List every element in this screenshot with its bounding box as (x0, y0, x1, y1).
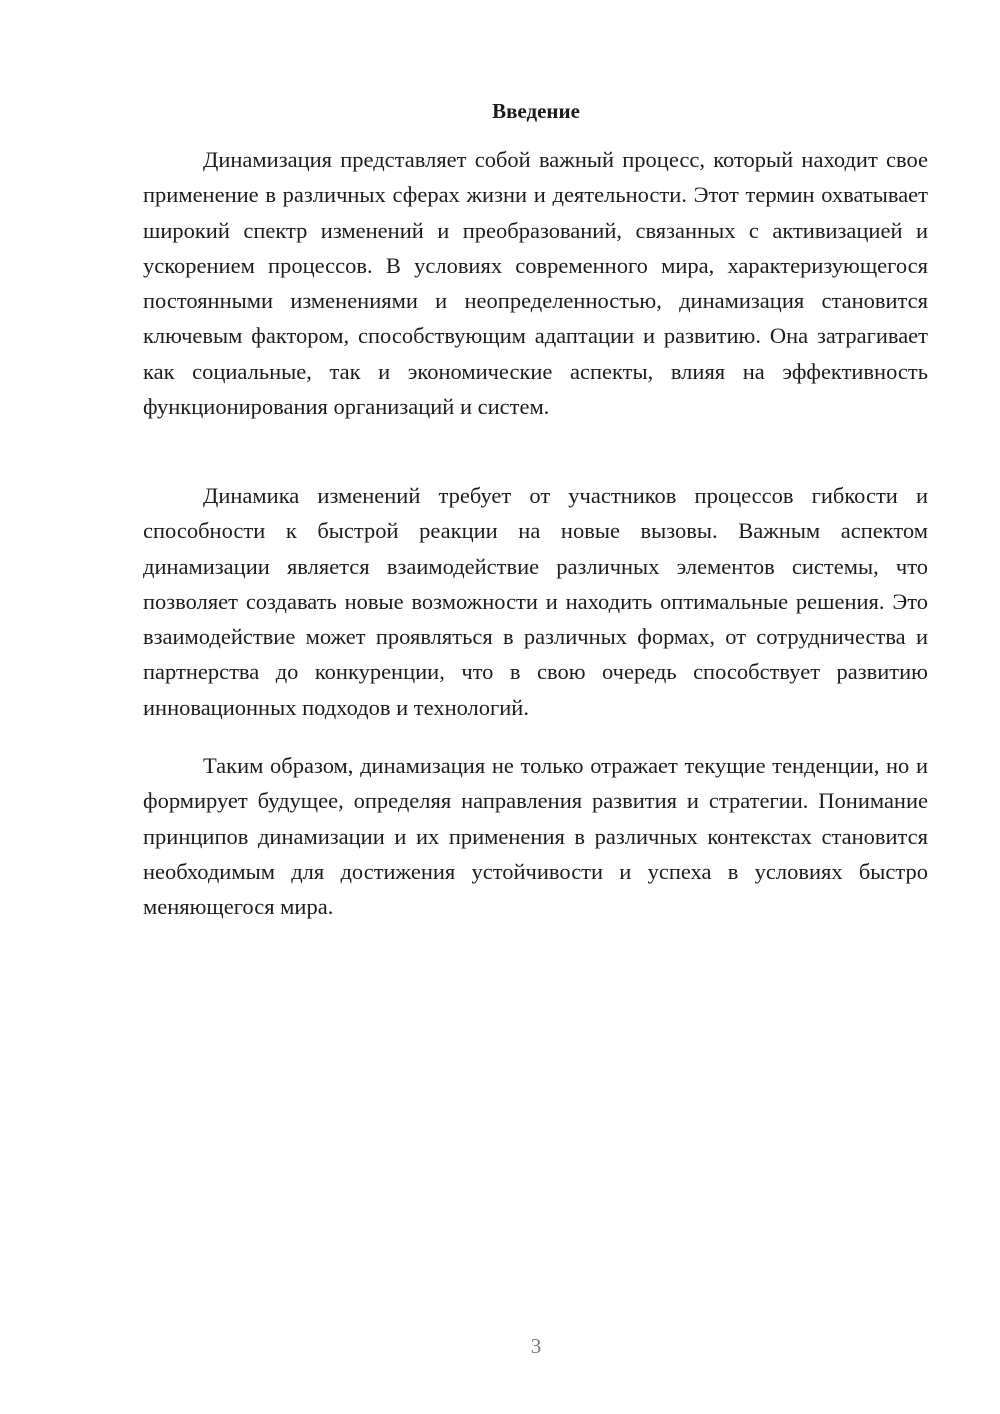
paragraph-3: Таким образом, динамизация не только отражает текущие тенденции, но и формирует будущее, определяя направления развития и стратегии. Понимание принципов динамизации и их применения в различных контекстах становится необходимым для достижения устойчивости и успеха в условиях быстро меняющегося мира. (143, 753, 928, 920)
body-text-3 (143, 748, 928, 924)
paragraph-1: Динамизация представляет собой важный процесс, который находит свое применение в различных сферах жизни и деятельности. Этот термин охватывает широкий спектр изменений и преобразований, связанных с активизацией и ускорением процессов. В условиях современного мира, характеризующегося постоянными изменениями и неопределенностью, динамизация становится ключевым фактором, способствующим адаптации и развитию. Она затрагивает как социальные, так и экономические аспекты, влияя на эффективность функционирования организаций и систем. (143, 147, 928, 420)
page-number: 3 (530, 1334, 542, 1358)
section-title: Введение (492, 99, 580, 123)
body-text (143, 142, 928, 424)
paragraph-2: Динамика изменений требует от участников процессов гибкости и способности к быстрой реакции на новые вызовы. Важным аспектом динамизации является взаимодействие различных элементов системы, что позволяет создавать новые возможности и находить оптимальные решения. Это взаимодействие может проявляться в различных формах, от сотрудничества и партнерства до конкуренции, что в свою очередь способствует развитию инновационных подходов и технологий. (143, 483, 928, 720)
body-text-2 (143, 478, 928, 725)
